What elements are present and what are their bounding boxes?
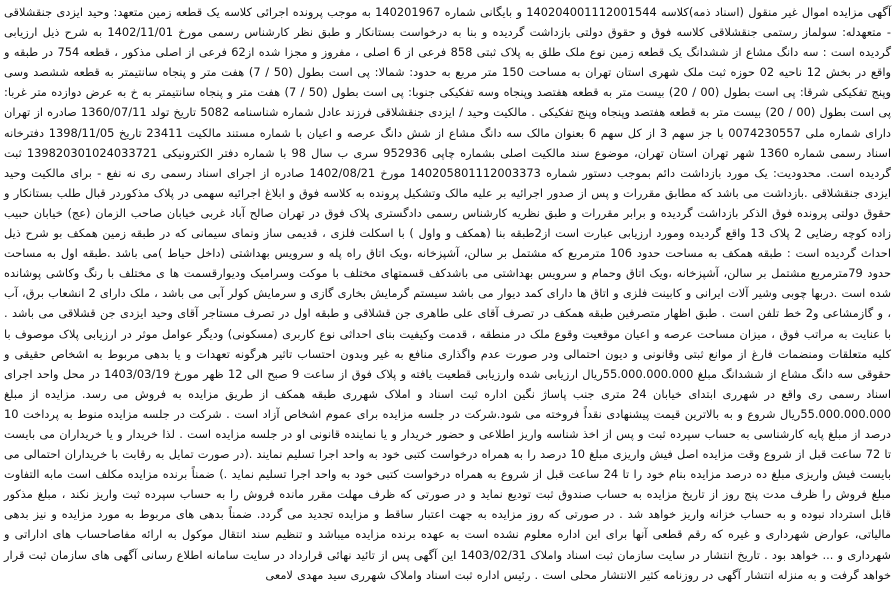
auction-notice-text: آگهی مزایده اموال غیر منقول (اسناد ذمه)کلاسه 140204001112001544 و بایگانی شماره 140201967 به موجب پرونده اجرائی کلاسه یک قطعه زمین متعهد: وحید ایزدی جنقشلاقی - متعهدله: سولماز رستمی جنقشلاقی کلاسه فوق و حقوق دولتی بازداشت گردیده و بنا به درخواست بستانکار و طبق نظر کارشناس رسمی مورخ 1402/11/01 به شرح ذیل ارزیابی گردیده است : سه دانگ مشاع از ششدانگ یک قطعه زمین نوع ملک طلق به پلاک ثبتی 858 فرعی از 6 اصلی ، مفروز و مجزا شده از62 فرعی از اصلی مذکور ، قطعه 754 در طبقه و واقع در بخش 12 ناحیه 02 حوزه ثبت ملک شهری استان تهران به مساحت 150 متر مربع به حدود: شمالا: پی است بطول (50 / 7) هفت متر و پنجاه سانتیمتر به قطعه ششصد وسی وپنج تفکیکی شرقا: پی است بطول (00 / 20) بیست متر به قطعه هفتصد وپنجاه وسه تفکیکی جنوبا: پی است بطول (50 / 7) هفت متر و پنجاه سانتیمتر به خ به عرض دوازده متر غربا: پی است بطول (00 / 20) بیست متر به قطعه هفتصد وپنجاه وپنج تفکیکی . مالکیت وحید / ایزدی جنقشلاقی فرزند عادل شماره شناسنامه 5082 تاریخ تولد 1360/07/11 صادره از تهران دارای شماره ملی 0074230557 با جز سهم 3 از کل سهم 6 بعنوان مالک سه دانگ مشاع از شش دانگ عرصه و اعیان با شماره مستند مالکیت 23411 تاریخ 1398/11/05 دفترخانه اسناد رسمی شماره 1360 شهر تهران استان تهران، موضوع سند مالکیت اصلی بشماره چاپی 952936 سری ب سال 98 با شماره دفتر الکترونیکی 139820301024033721 ثبت گردیده است. محدودیت: یک مورد بازداشت دائم بموجب دستور شماره 140205801112003373 مورخ 1402/08/21 صادره از اجرای اسناد رسمی ری نه نفع - برای مالکیت وحید ایزدی جنقشلاقی .بازداشت می باشد که مطابق مقررات و پس از صدور اجرائیه بر علیه مالک وتشکیل پرونده به کلاسه فوق و ابلاغ اجرائیه سهمی در پلاک مذکوردر قبال طلب بستانکار و حقوق دولتی پرونده فوق الذکر بازداشت گردیده و برابر مقررات و طبق نظریه کارشناس رسمی دادگستری پلاک فوق در تهران صالح آباد غربی خیابان صاحب الزمان (عج) خیابان حبیب زاده کوچه رضایی 2 پلاک 13 واقع گردیده ومورد ارزیابی عبارت است از2طبقه بنا (همکف و واول ) با اسکلت فلزی ، قدیمی ساز ونمای سیمانی که در طبقه زمین همکف بو شرح ذیل احداث گردیده است : طبقه همکف به مساحت حدود 106 مترمربع که مشتمل بر سالن، آشپزخانه ،ویک اتاق راه پله و سرویس بهداشتی (داخل حیاط )می باشد .طبقه اول به مساحت حدود 79مترمربع مشتمل بر سالن، آشپزخانه ،ویک اتاق وحمام و سرویس بهداشتی می باشدکف قسمتهای مختلف با موکت وسرامیک ودیوارقسمت ها ی مختلف با رنگ وکاشی پوشانده شده است .دربها چوبی وشیر آلات ایرانی و کابینت فلزی و اتاق ها دارای کمد دیوار می باشد سیستم گرمایش بخاری گازی و سرمایش کولر آبی می باشد ، ملک دارای 2 انشعاب برق، آب ، و گازمشاعی و2 خط تلفن است . طبق اظهار متصرفین طبقه همکف در تصرف آقای علی طاهری جن قشلاقی و طبقه اول در تصرف مستاجر آقای وحید ایزدی جن قشلاقی می باشد . با عنایت به مراتب فوق ، میزان مساحت عرصه و اعیان موقعیت وقوع ملک در منطقه ، قدمت وکیفیت بنای احداثی نوع کاربری (مسکونی) ودیگر عوامل موثر در ارزیابی پلاک موصوف با کلیه متعلقات ومنضمات فارغ از موانع ثبتی وقانونی و دیون احتمالی ودر صورت عدم واگذاری منافع به غیر وبدون احتساب تاثیر هرگونه تعهدات و یا بدهی مربوط به اشخاص حقیقی و حقوقی سه دانگ مشاع از ششدانگ مبلغ 55.000.000.000ریال ارزیابی شده وارزیابی قطعیت یافته و پلاک فوق از ساعت 9 صبح الی 12 ظهر مورخ 1403/03/19 در محل واحد اجرای اسناد رسمی ری واقع در شهرری ابتدای خیابان 24 متری جنب پاساژ نگین اداره ثبت اسناد و املاک شهرری طبقه همکف از طریق مزایده به فروش می رسد. مزایده از مبلغ 55.000.000.000ریال شروع و به بالاترین قیمت پیشنهادی نقداً فروخته می شود.شرکت در جلسه مزایده برای عموم اشخاص آزاد است . شرکت در جلسه مزایده منوط به پرداخت 10 درصد از مبلغ پایه کارشناسی به حساب سپرده ثبت و پس از اخذ شناسه واریز اطلاعی و حضور خریدار و یا نماینده قانونی او در جلسه مزایده است . لذا خریدار و یا خریداران می بایست تا 72 ساعت قبل از شروع وقت مزایده اصل فیش واریزی مبلغ 10 درصد را به همراه درخواست کتبی خود به واحد اجرا تسلیم نمایند .(در صورت تمایل به رقابت با خریداران احتمالی می بایست فیش واریزی مبلغ ده درصد مزایده بنام خود را تا 24 ساعت قبل از شروع به همراه درخواست کتبی خود به واحد اجرا تسلیم نماید .) ضمناً برنده مزایده مکلف است مابه التفاوت مبلغ فروش را ظرف مدت پنج روز از تاریخ مزایده به حساب صندوق ثبت تودیع نماید و در صورتی که ظرف مهلت مقرر مانده فروش را به حساب سپرده ثبت واریز نکند ، مبلغ مذکور قابل استرداد نبوده و به حساب خزانه واریز خواهد شد . در صورتی که روز مزایده به جهت اعتبار ساقط و مزایده تجدید می گردد. ضمناً بدهی های مربوط به مورد مزایده و نیز بدهی مالیاتی، عوارض شهرداری و غیره که رقم قطعی آنها برای این اداره معلوم نشده است به عهده برنده مزایده میباشد و تنظیم سند انتقال موکول به ارائه مفاصاحساب های اداراتی و شهرداری و ... خواهد بود . تاریخ انتشار در سایت سازمان ثبت اسناد واملاک 1403/02/31 این آگهی پس از تائید نهائی قرارداد در سایت سامانه اطلاع رسانی آگهی های سازمان ثبت قرار خواهد گرفت و به منزله انتشار آگهی در روزنامه کثیر الانتشار محلی است . رئیس اداره ثبت اسناد واملاک شهرری سید مهدی لامعی	[4, 5, 892, 582]
